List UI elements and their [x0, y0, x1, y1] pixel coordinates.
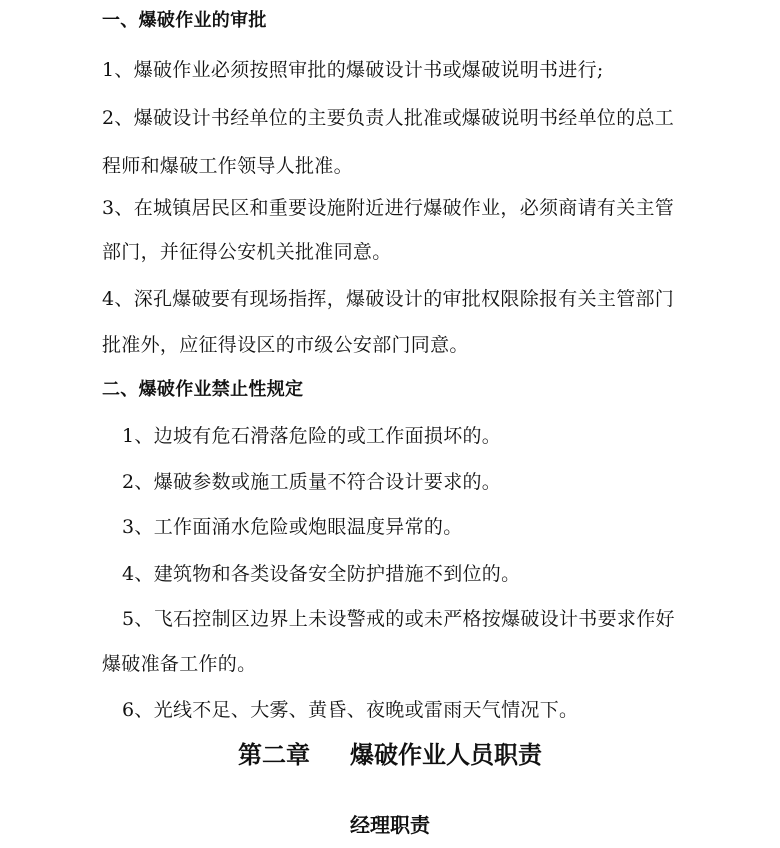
paragraph-line: 2、爆破参数或施工质量不符合设计要求的。	[122, 471, 502, 493]
paragraph-line: 3、工作面涌水危险或炮眼温度异常的。	[122, 516, 463, 538]
paragraph-line: 1、边坡有危石滑落危险的或工作面损坏的。	[122, 425, 502, 447]
paragraph-line: 爆破准备工作的。	[102, 653, 257, 675]
paragraph-line: 部门，并征得公安机关批准同意。	[102, 241, 392, 263]
chapter-title	[0, 740, 780, 770]
paragraph-line: 5、飞石控制区边界上未设警戒的或未严格按爆破设计书要求作好	[122, 608, 675, 630]
paragraph-line: 2、爆破设计书经单位的主要负责人批准或爆破说明书经单位的总工	[102, 107, 675, 129]
paragraph-line: 4、深孔爆破要有现场指挥，爆破设计的审批权限除报有关主管部门	[102, 288, 675, 310]
chapter-number: 第二章	[238, 740, 310, 769]
paragraph-line: 程师和爆破工作领导人批准。	[102, 155, 353, 177]
chapter-name: 爆破作业人员职责	[350, 740, 542, 769]
section-heading-approval: 一、爆破作业的审批	[102, 10, 267, 31]
subsection-title: 经理职责	[350, 813, 430, 837]
paragraph-line: 1、爆破作业必须按照审批的爆破设计书或爆破说明书进行;	[102, 59, 604, 81]
paragraph-line: 3、在城镇居民区和重要设施附近进行爆破作业，必须商请有关主管	[102, 197, 675, 219]
section-heading-prohibitions: 二、爆破作业禁止性规定	[102, 379, 304, 400]
paragraph-line: 批准外，应征得设区的市级公安部门同意。	[102, 334, 469, 356]
paragraph-line: 6、光线不足、大雾、黄昏、夜晚或雷雨天气情况下。	[122, 699, 579, 721]
paragraph-line: 4、建筑物和各类设备安全防护措施不到位的。	[122, 563, 521, 585]
